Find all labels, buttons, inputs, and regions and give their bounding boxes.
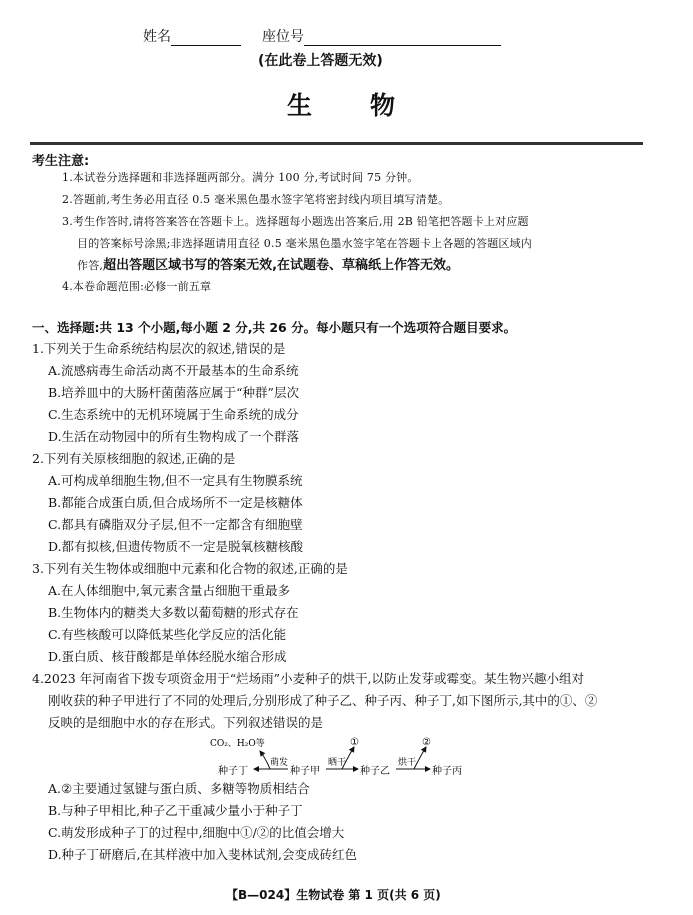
question-1-stem: 1.下列关于生命系统结构层次的叙述,错误的是 (32, 341, 286, 356)
question-3-stem: 3.下列有关生物体或细胞中元素和化合物的叙述,正确的是 (32, 561, 348, 576)
notice-item-3-line-3: 作答,超出答题区域书写的答案无效,在试题卷、草稿纸上作答无效。 (77, 258, 460, 273)
co2-water-label: CO₂、H₂O等 (210, 739, 265, 749)
question-1-option-c: C.生态系统中的无机环境属于生命系统的成分 (48, 407, 299, 422)
sprout-label: 萌发 (270, 758, 289, 768)
question-2-option-c: C.都具有磷脂双分子层,但不一定都含有细胞壁 (48, 517, 303, 532)
header-rule (30, 142, 643, 145)
notice-heading: 考生注意: (32, 154, 90, 169)
question-2-option-d: D.都有拟核,但遗传物质不一定是脱氧核糖核酸 (48, 539, 304, 554)
notice-item-3-line-2: 目的答案标号涂黑;非选择题请用直径 0.5 毫米黑色墨水签字笔在答题卡上各题的答题区域内 (77, 237, 532, 250)
seed-bing-label: 种子丙 (432, 766, 462, 777)
question-3-option-d: D.蛋白质、核苷酸都是单体经脱水缩合形成 (48, 649, 287, 664)
notice-item-2: 2.答题前,考生务必用直径 0.5 毫米黑色墨水签字笔将密封线内项目填写清楚。 (62, 193, 450, 206)
question-1-option-b: B.培养皿中的大肠杆菌菌落应属于“种群”层次 (48, 385, 299, 400)
question-4-option-b: B.与种子甲相比,种子乙干重减少量小于种子丁 (48, 803, 303, 818)
section-heading: 一、选择题:共 13 个小题,每小题 2 分,共 26 分。每小题只有一个选项符合题目要求。 (32, 320, 517, 335)
water-mark-1: ① (350, 737, 359, 748)
seat-blank (304, 31, 501, 46)
seed-yi-label: 种子乙 (360, 766, 390, 777)
invalid-note: (在此卷上答题无效) (258, 53, 383, 69)
page-footer: 【B—024】生物试卷 第 1 页(共 6 页) (226, 888, 441, 902)
notice-item-4: 4.本卷命题范围:必修一前五章 (62, 280, 212, 293)
question-3-option-c: C.有些核酸可以降低某些化学反应的活化能 (48, 627, 287, 642)
question-1-option-d: D.生活在动物园中的所有生物构成了一个群落 (48, 429, 300, 444)
question-2-option-b: B.都能合成蛋白质,但合成场所不一定是核糖体 (48, 495, 303, 510)
sprout-release-arrow (260, 751, 270, 769)
oven-dry-label: 烘干 (398, 758, 417, 768)
seed-ding-label: 种子丁 (218, 766, 248, 777)
seat-label: 座位号 (262, 26, 501, 46)
question-3-option-b: B.生物体内的糖类大多数以葡萄糖的形式存在 (48, 605, 299, 620)
name-label: 姓名 (143, 26, 241, 46)
sun-dry-label: 晒干 (328, 758, 347, 768)
seed-jia-label: 种子甲 (290, 766, 320, 777)
question-2-stem: 2.下列有关原核细胞的叙述,正确的是 (32, 451, 236, 466)
question-4-option-a: A.②主要通过氢键与蛋白质、多糖等物质相结合 (48, 781, 310, 796)
question-1-option-a: A.流感病毒生命活动离不开最基本的生命系统 (48, 363, 299, 378)
question-4-stem-line-2: 刚收获的种子甲进行了不同的处理后,分别形成了种子乙、种子丙、种子丁,如下图所示,其中的①、② (48, 693, 598, 708)
question-4-option-d: D.种子丁研磨后,在其样液中加入斐林试剂,会变成砖红色 (48, 847, 357, 862)
question-4-stem-line-1: 4.2023 年河南省下拨专项资金用于“烂场雨”小麦种子的烘干,以防止发芽或霉变。某生物兴趣小组对 (32, 671, 584, 686)
water-mark-2: ② (422, 737, 431, 748)
question-4-stem-line-3: 反映的是细胞中水的存在形式。下列叙述错误的是 (48, 715, 324, 730)
seed-treatment-diagram (200, 733, 480, 779)
question-2-option-a: A.可构成单细胞生物,但不一定具有生物膜系统 (48, 473, 303, 488)
notice-item-3-line-1: 3.考生作答时,请将答案答在答题卡上。选择题每小题选出答案后,用 2B 铅笔把答题卡上对应题 (62, 215, 529, 228)
name-blank (171, 31, 241, 46)
question-3-option-a: A.在人体细胞中,氧元素含量占细胞干重最多 (48, 583, 290, 598)
question-4-option-c: C.萌发形成种子丁的过程中,细胞中①/②的比值会增大 (48, 825, 345, 840)
notice-item-1: 1.本试卷分选择题和非选择题两部分。满分 100 分,考试时间 75 分钟。 (62, 171, 419, 184)
page-title: 生物 (287, 91, 454, 120)
